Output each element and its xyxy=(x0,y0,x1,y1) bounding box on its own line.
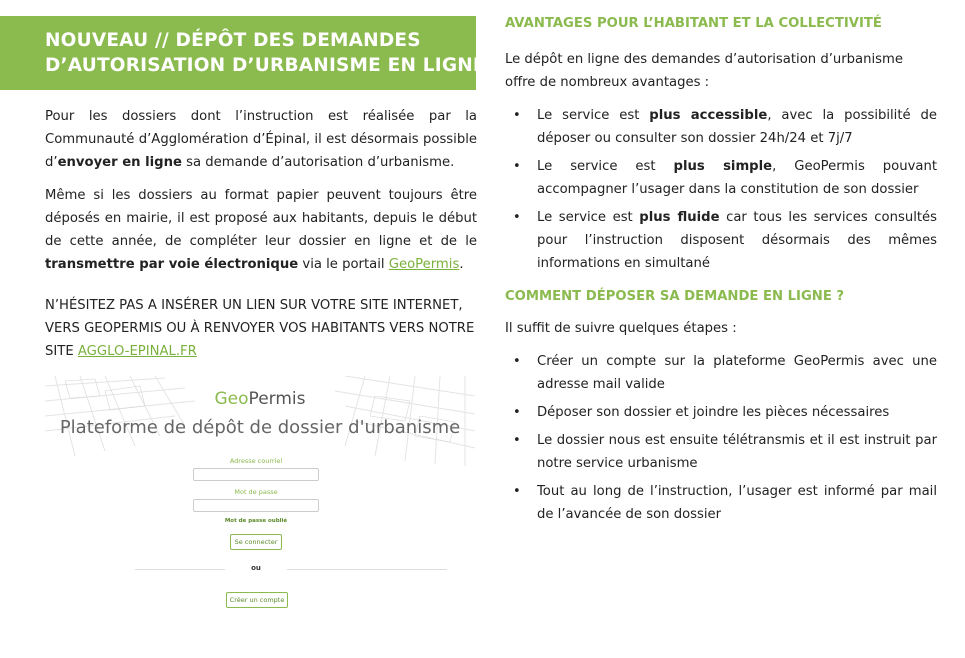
text: Même si les dossiers au format papier peuvent toujours être déposés en mairie, il est proposé aux habitants, depuis le début de cette année, de compléter leur dossier en ligne et de le xyxy=(45,188,477,249)
text: Le service est xyxy=(537,159,674,174)
geopermis-logo xyxy=(45,389,475,409)
list-item: • Tout au long de l’instruction, l’usager est informé par mail de l’avancée de son dossier xyxy=(505,480,937,526)
text: Le service est xyxy=(537,108,650,123)
emphasis: transmettre par voie électronique xyxy=(45,257,299,272)
divider-left xyxy=(135,569,225,570)
email-field[interactable] xyxy=(193,468,319,481)
cta-paragraph xyxy=(45,294,477,363)
title-banner xyxy=(0,16,486,90)
list-item xyxy=(505,155,937,201)
divider-right xyxy=(287,569,447,570)
list-item: • Créer un compte sur la plateforme GeoPermis avec une adresse mail valide xyxy=(505,350,937,396)
list-item: • Le dossier nous est ensuite télétransmis et il est instruit par notre service urbanisme xyxy=(505,429,937,475)
advantages-intro: Le dépôt en ligne des demandes d’autorisation d’urbanisme offre de nombreux avantages : xyxy=(505,52,903,90)
right-column xyxy=(505,14,937,526)
email-label: Adresse courriel xyxy=(229,457,283,465)
text: , GeoPermis pouvant accompagner l’usager dans la constitution de son dossier xyxy=(537,159,937,197)
forgot-password-link[interactable]: Mot de passe oublié xyxy=(224,518,288,524)
text: , avec la possibilité de déposer ou consulter son dossier 24h/24 et 7j/7 xyxy=(537,108,937,146)
geopermis-screenshot xyxy=(45,376,475,611)
list-item xyxy=(505,206,937,275)
text: Le service est xyxy=(537,210,640,225)
how-to-heading: COMMENT DÉPOSER SA DEMANDE EN LIGNE ? xyxy=(505,289,845,304)
steps-list xyxy=(505,350,937,526)
intro-paragraph xyxy=(45,105,477,174)
agglo-epinal-link[interactable]: AGGLO-EPINAL.FR xyxy=(77,344,197,359)
password-field[interactable] xyxy=(193,499,319,512)
text: car tous les services consultés pour l’instruction disposent désormais des mêmes informations en simultané xyxy=(537,210,938,271)
list-item xyxy=(505,104,937,150)
emphasis: plus accessible xyxy=(649,108,768,123)
advantages-list xyxy=(505,104,937,275)
logo-permis: Permis xyxy=(248,389,306,409)
create-account-button[interactable]: Créer un compte xyxy=(226,592,288,608)
text: . xyxy=(459,257,464,272)
login-button[interactable]: Se connecter xyxy=(230,534,282,550)
text: sa demande d’autorisation d’urbanisme. xyxy=(181,155,455,170)
password-label: Mot de passe xyxy=(234,488,278,496)
text: Pour les dossiers dont l’instruction est réalisée par la Communauté d’Agglomération d’Épinal, il est désormais possible d’ xyxy=(45,109,477,170)
or-separator: ou xyxy=(251,564,261,572)
emphasis: plus simple xyxy=(673,159,773,174)
banner-title-line-1: NOUVEAU // DÉPÔT DES DEMANDES xyxy=(45,30,421,51)
advantages-heading: AVANTAGES POUR L’HABITANT ET LA COLLECTIVITÉ xyxy=(505,16,882,31)
emphasis: plus fluide xyxy=(639,210,720,225)
paper-paragraph xyxy=(45,184,477,276)
how-to-intro: Il suffit de suivre quelques étapes : xyxy=(505,321,737,336)
logo-geo: Geo xyxy=(214,389,249,409)
geopermis-link[interactable]: GeoPermis xyxy=(388,257,460,272)
emphasis: envoyer en ligne xyxy=(57,155,182,170)
banner-title-line-2: D’AUTORISATION D’URBANISME EN LIGNE xyxy=(45,55,486,76)
left-column xyxy=(45,105,477,363)
platform-title: Plateforme de dépôt de dossier d'urbanisme xyxy=(59,417,461,438)
text: via le portail xyxy=(298,257,389,272)
list-item: • Déposer son dossier et joindre les pièces nécessaires xyxy=(505,401,937,424)
text: N’HÉSITEZ PAS A INSÉRER UN LIEN SUR VOTRE SITE INTERNET, VERS GEOPERMIS OU À RENVOYER VOS HABITANTS VERS NOTRE SITE xyxy=(45,298,475,359)
